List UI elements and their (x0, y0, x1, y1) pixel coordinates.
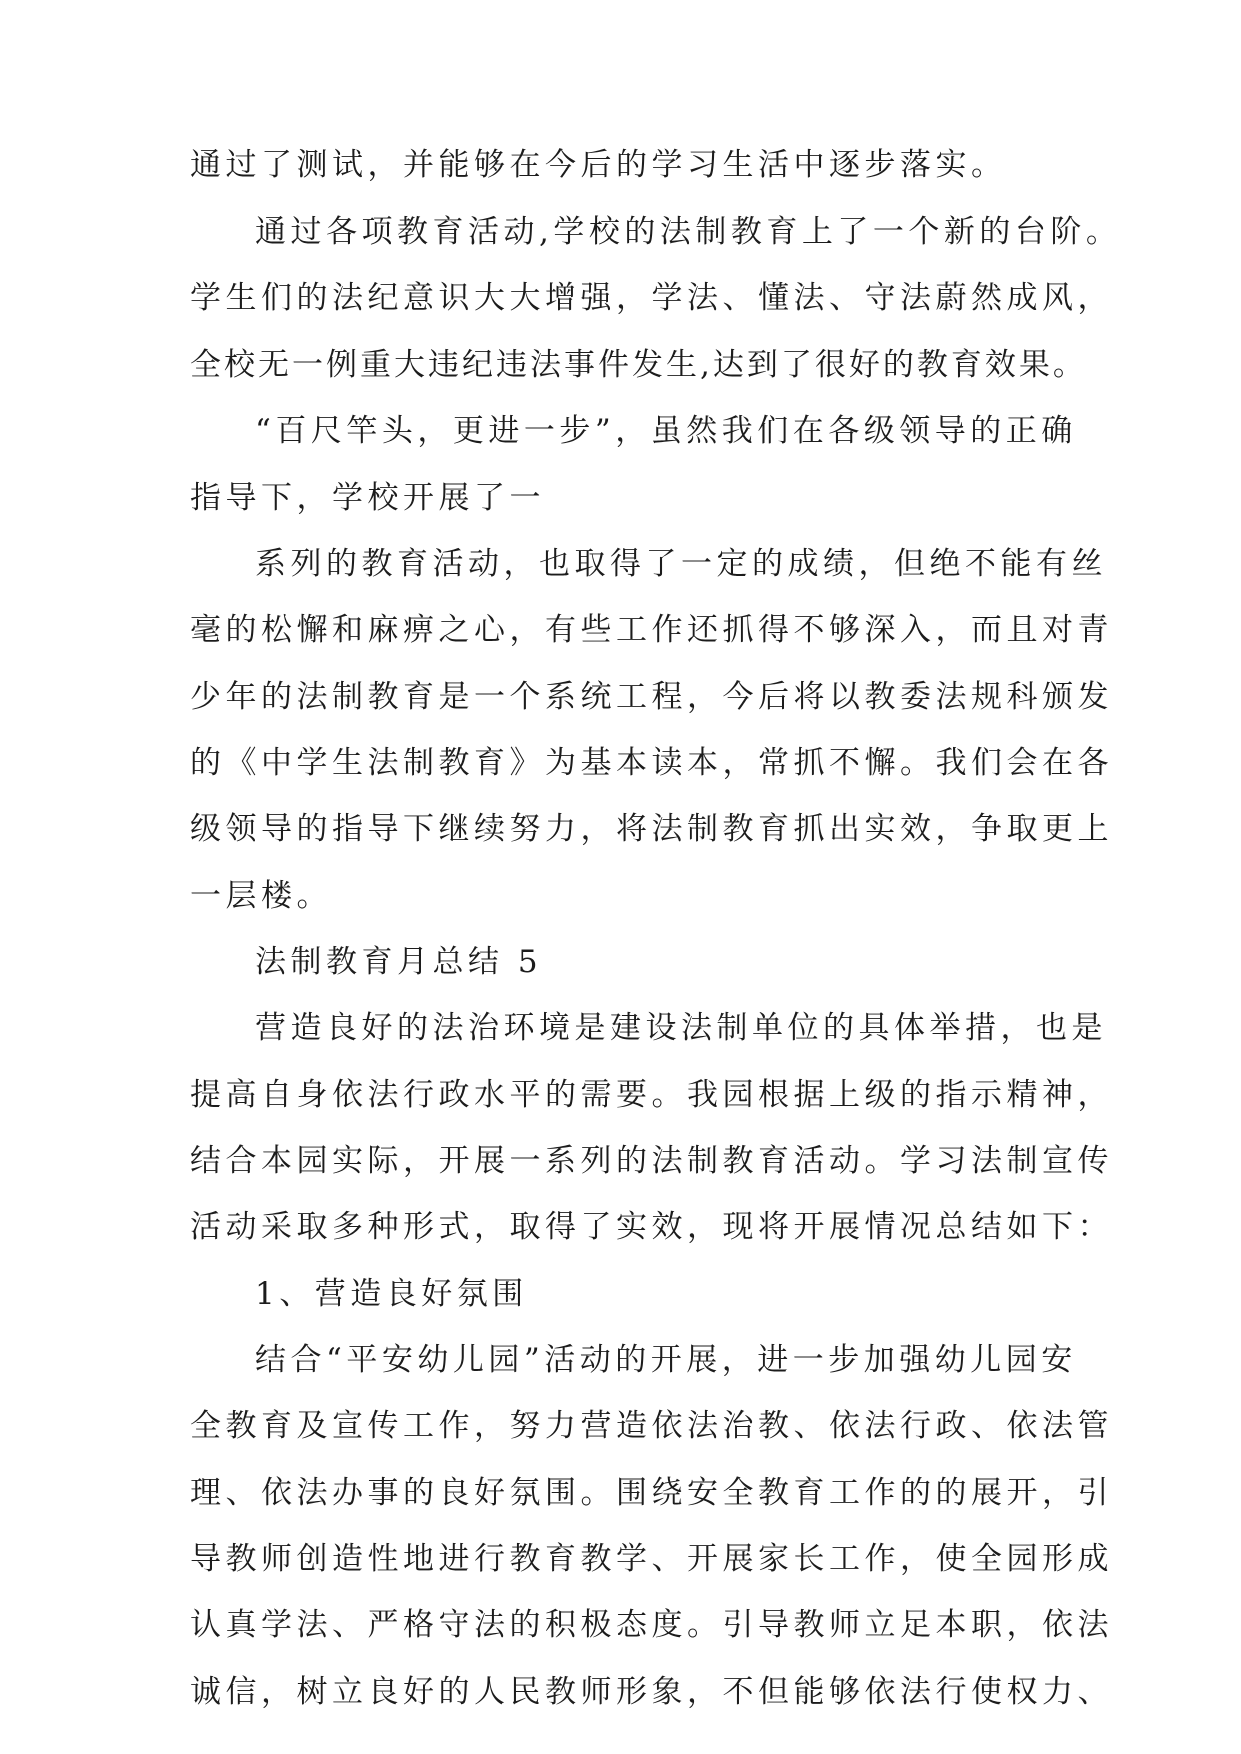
text-line: 的《中学生法制教育》为基本读本，常抓不懈。我们会在各 (190, 745, 1113, 781)
text-line: 活动采取多种形式，取得了实效，现将开展情况总结如下： (190, 1209, 1113, 1245)
text-line: 结合本园实际，开展一系列的法制教育活动。学习法制宣传 (190, 1143, 1113, 1179)
section-heading: 法制教育月总结 5 (255, 944, 543, 980)
text-line: “百尺竿头，更进一步”，虽然我们在各级领导的正确 (255, 413, 1077, 449)
subsection-heading: 1、营造良好氛围 (255, 1276, 528, 1312)
text-line: 系列的教育活动，也取得了一定的成绩，但绝不能有丝 (255, 546, 1107, 582)
text-line: 全教育及宣传工作，努力营造依法治教、依法行政、依法管 (190, 1408, 1113, 1444)
text-line: 全校无一例重大违纪违法事件发生,达到了很好的教育效果。 (190, 347, 1087, 383)
text-line: 结合“平安幼儿园”活动的开展，进一步加强幼儿园安 (255, 1342, 1077, 1378)
text-line: 一层楼。 (190, 878, 332, 914)
text-line: 通过了测试，并能够在今后的学习生活中逐步落实。 (190, 147, 1007, 183)
text-line: 诚信，树立良好的人民教师形象，不但能够依法行使权力、 (190, 1674, 1113, 1710)
text-line: 营造良好的法治环境是建设法制单位的具体举措，也是 (255, 1010, 1107, 1046)
text-line: 导教师创造性地进行教育教学、开展家长工作，使全园形成 (190, 1541, 1113, 1577)
text-line: 少年的法制教育是一个系统工程，今后将以教委法规科颁发 (190, 679, 1113, 715)
text-line: 认真学法、严格守法的积极态度。引导教师立足本职，依法 (190, 1607, 1113, 1643)
text-line: 提高自身依法行政水平的需要。我园根据上级的指示精神， (190, 1077, 1113, 1113)
text-line: 毫的松懈和麻痹之心，有些工作还抓得不够深入，而且对青 (190, 612, 1113, 648)
text-line: 通过各项教育活动,学校的法制教育上了一个新的台阶。 (255, 214, 1122, 250)
text-line: 学生们的法纪意识大大增强，学法、懂法、守法蔚然成风， (190, 280, 1113, 316)
text-line: 理、依法办事的良好氛围。围绕安全教育工作的的展开，引 (190, 1475, 1113, 1511)
text-line: 指导下，学校开展了一 (190, 480, 545, 516)
text-line: 级领导的指导下继续努力，将法制教育抓出实效，争取更上 (190, 811, 1113, 847)
